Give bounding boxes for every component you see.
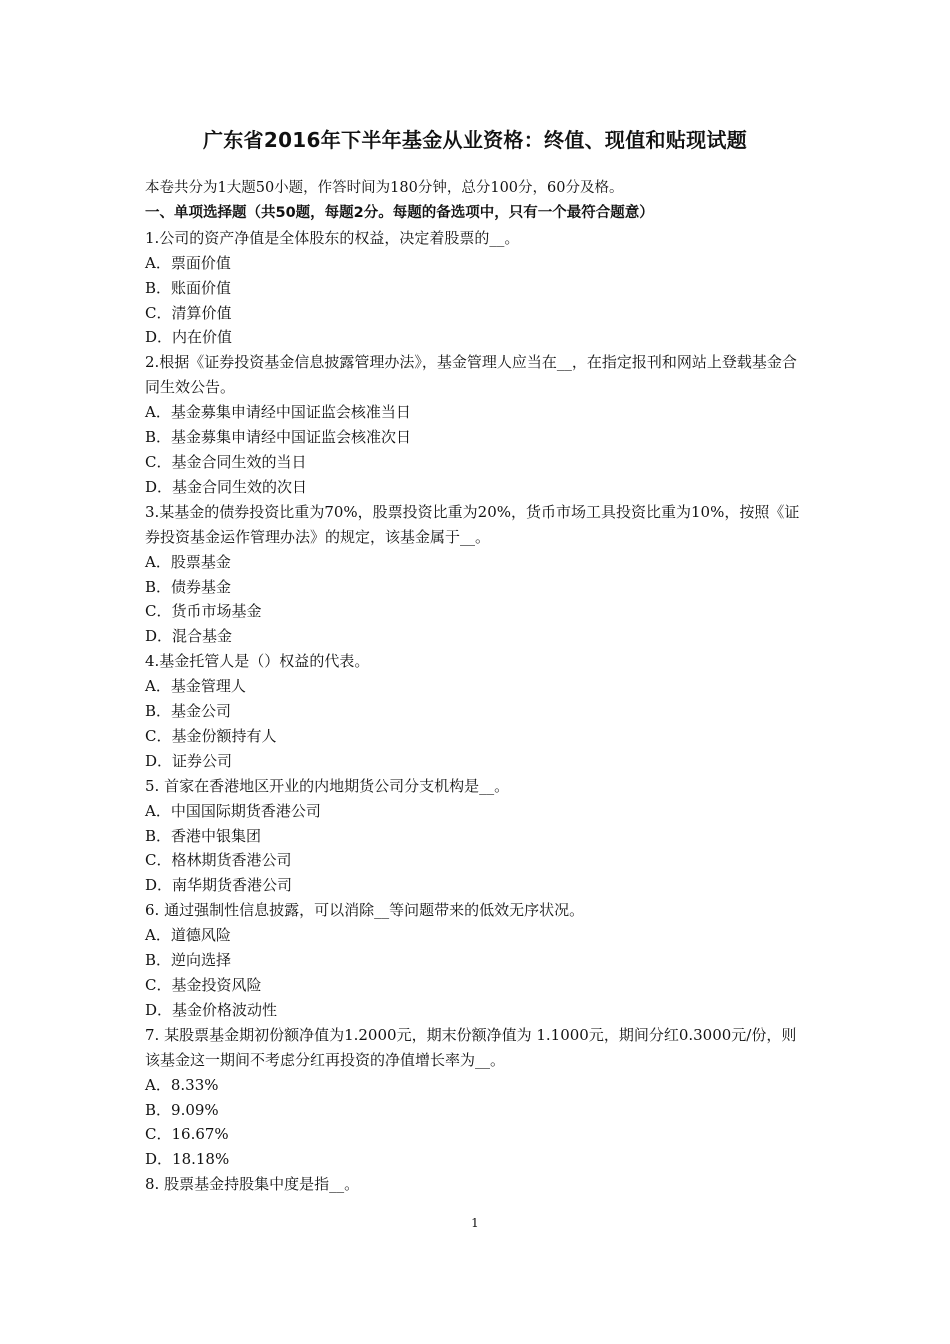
question-option: A．基金募集申请经中国证监会核准当日 xyxy=(145,403,411,422)
question-option: D．证券公司 xyxy=(145,751,233,770)
question-stem: 1.公司的资产净值是全体股东的权益，决定着股票的__。 xyxy=(145,228,520,247)
question-stem: 3.某基金的债券投资比重为70%，股票投资比重为20%，货币市场工具投资比重为10%，按照《证券投资基金运作管理办法》的规定，该基金属于__。 xyxy=(145,502,800,546)
question-stem: 6. 通过强制性信息披露，可以消除__等问题带来的低效无序状况。 xyxy=(145,901,585,920)
question-option: B．香港中银集团 xyxy=(145,826,262,845)
question-stem: 7. 某股票基金期初份额净值为1.2000元，期末份额净值为 1.1000元，期间分红0.3000元/份，则该基金这一期间不考虑分红再投资的净值增长率为__。 xyxy=(145,1025,797,1069)
question-option: A．道德风险 xyxy=(145,926,231,945)
section-heading: 一、单项选择题（共50题，每题2分。每题的备选项中，只有一个最符合题意） xyxy=(145,204,654,221)
question-stem: 8. 股票基金持股集中度是指__。 xyxy=(145,1175,360,1194)
question-option: D．混合基金 xyxy=(145,627,233,646)
question-option: D．基金价格波动性 xyxy=(145,1000,278,1019)
question-option: C．清算价值 xyxy=(145,303,232,322)
question-option: A．票面价值 xyxy=(145,253,231,272)
question-option: D．南华期货香港公司 xyxy=(145,876,293,895)
document-body xyxy=(145,176,810,1197)
question-option: B．逆向选择 xyxy=(145,951,232,970)
question-option: C．基金份额持有人 xyxy=(145,726,277,745)
question-stem: 2.根据《证券投资基金信息披露管理办法》，基金管理人应当在__，在指定报刊和网站上登载基金合同生效公告。 xyxy=(145,353,797,397)
document-title: 广东省2016年下半年基金从业资格：终值、现值和贴现试题 xyxy=(202,128,748,152)
page-number: 1 xyxy=(471,1216,479,1230)
question-option: A．8.33% xyxy=(145,1075,219,1094)
question-option: A．基金管理人 xyxy=(145,677,246,696)
question-option: A．股票基金 xyxy=(145,552,231,571)
question-option: D．18.18% xyxy=(145,1150,230,1169)
question-stem: 5. 首家在香港地区开业的内地期货公司分支机构是__。 xyxy=(145,776,510,795)
question-option: B．基金募集申请经中国证监会核准次日 xyxy=(145,428,412,447)
question-option: C．16.67% xyxy=(145,1125,229,1144)
question-option: B．账面价值 xyxy=(145,278,232,297)
question-option: B．基金公司 xyxy=(145,702,232,721)
question-option: A．中国国际期货香港公司 xyxy=(145,801,321,820)
question-stem: 4.基金托管人是（）权益的代表。 xyxy=(145,652,370,671)
exam-intro: 本卷共分为1大题50小题，作答时间为180分钟，总分100分，60分及格。 xyxy=(145,180,624,196)
question-option: D．内在价值 xyxy=(145,328,233,347)
question-option: C．货币市场基金 xyxy=(145,602,262,621)
question-option: C．基金合同生效的当日 xyxy=(145,452,307,471)
question-option: B．9.09% xyxy=(145,1100,219,1119)
question-option: D．基金合同生效的次日 xyxy=(145,477,308,496)
question-option: B．债券基金 xyxy=(145,577,232,596)
question-option: C．基金投资风险 xyxy=(145,976,262,994)
question-list xyxy=(145,226,810,1197)
question-option: C．格林期货香港公司 xyxy=(145,851,292,870)
